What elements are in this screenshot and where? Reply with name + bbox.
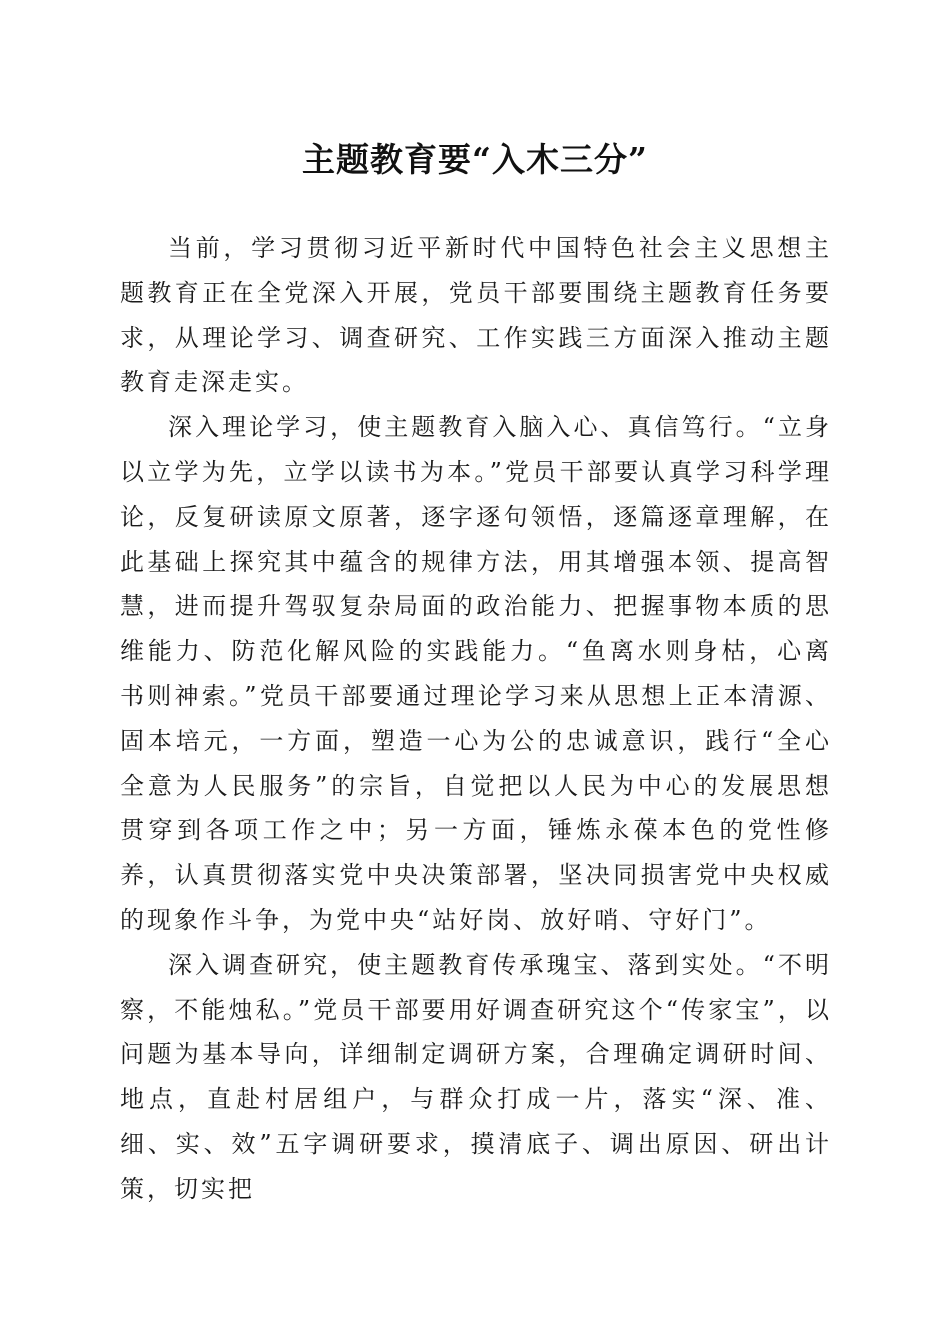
document-title: 主题教育要“入木三分” xyxy=(302,140,648,179)
paragraph-theory-study: 深入理论学习，使主题教育入脑入心、真信笃行。“立身以立学为先，立学以读书为本。”党员干部要认真学习科学理论，反复研读原文原著，逐字逐句领悟，逐篇逐章理解，在此基础上探究其中蕴含的规律方法，用其增强本领、提高智慧，进而提升驾驭复杂局面的政治能力、把握事物本质的思维能力、防范化解风险的实践能力。“鱼离水则身枯，心离书则神索。”党员干部要通过理论学习来从思想上正本清源、固本培元，一方面，塑造一心为公的忠诚意识，践行“全心全意为人民服务”的宗旨，自觉把以人民为中心的发展思想贯穿到各项工作之中；另一方面，锤炼永葆本色的党性修养，认真贯彻落实党中央决策部署，坚决同损害党中央权威的现象作斗争，为党中央“站好岗、放好哨、守好门”。 xyxy=(120,413,832,934)
document-body xyxy=(120,226,832,1212)
paragraph-intro: 当前，学习贯彻习近平新时代中国特色社会主义思想主题教育正在全党深入开展，党员干部要围绕主题教育任务要求，从理论学习、调查研究、工作实践三方面深入推动主题教育走深走实。 xyxy=(120,234,832,397)
paragraph-investigation: 深入调查研究，使主题教育传承瑰宝、落到实处。“不明察，不能烛私。”党员干部要用好调查研究这个“传家宝”，以问题为基本导向，详细制定调研方案，合理确定调研时间、地点，直赴村居组户，与群众打成一片，落实“深、准、细、实、效”五字调研要求，摸清底子、调出原因、研出计策，切实把 xyxy=(120,950,832,1203)
